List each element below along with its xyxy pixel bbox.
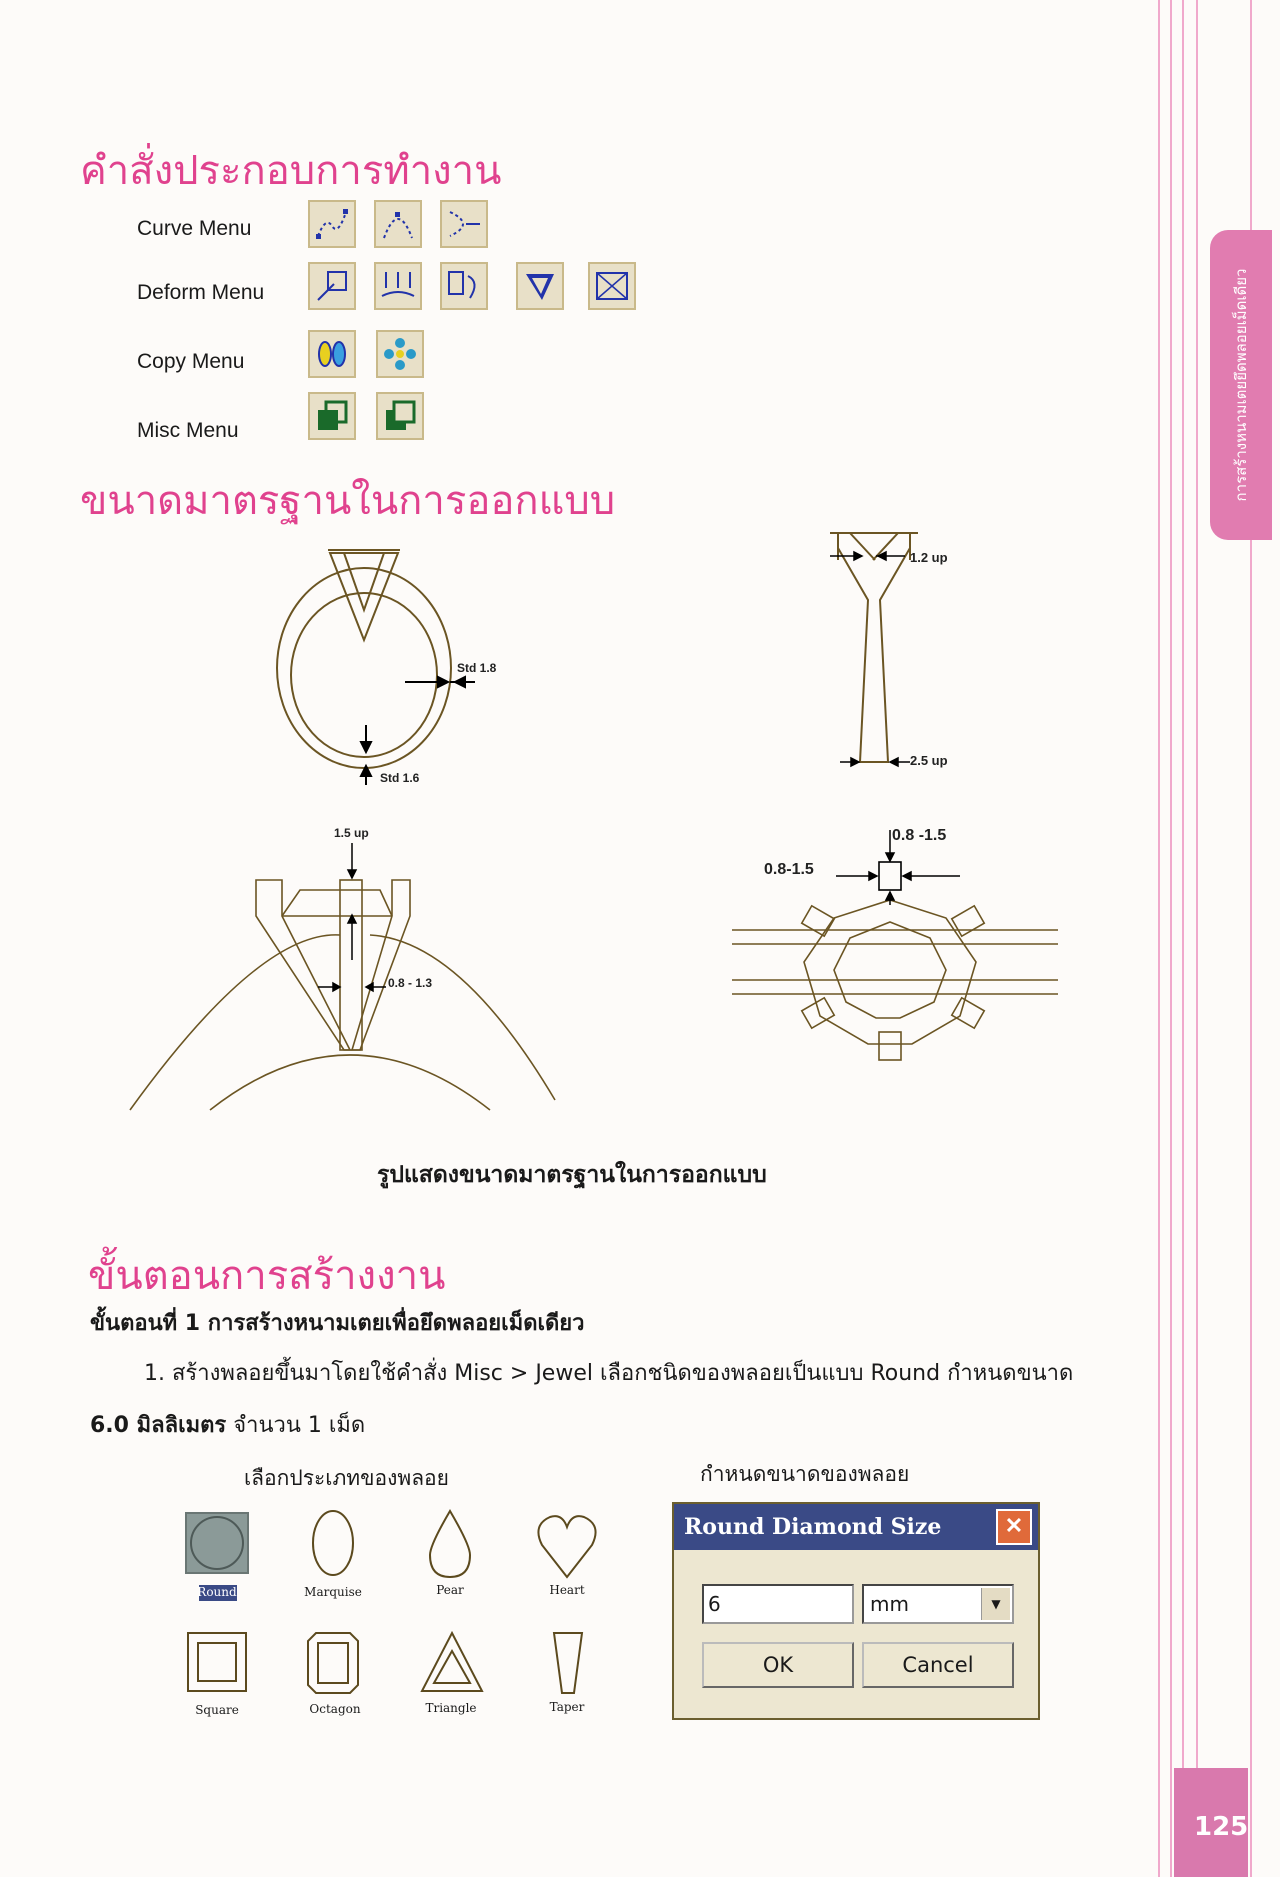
square-gem-icon bbox=[188, 1633, 246, 1691]
unit-value: mm bbox=[870, 1592, 909, 1616]
curve-mirror-icon[interactable] bbox=[440, 200, 488, 248]
dim-0-8-1-5-side: 0.8-1.5 bbox=[764, 861, 814, 878]
cancel-button[interactable]: Cancel bbox=[862, 1642, 1014, 1688]
curve-arc-icon[interactable] bbox=[374, 200, 422, 248]
chapter-tab bbox=[1210, 230, 1272, 540]
unit-select[interactable] bbox=[862, 1584, 1014, 1624]
prong-left bbox=[256, 880, 350, 1050]
margin-line bbox=[1196, 0, 1198, 1877]
prong-top bbox=[879, 862, 901, 890]
caption-select-type: เลือกประเภทของพลอย bbox=[244, 1466, 449, 1490]
dialog-title: Round Diamond Size bbox=[684, 1514, 942, 1540]
pear-gem-icon bbox=[430, 1511, 470, 1577]
shape-label-round: Round bbox=[197, 1585, 237, 1599]
margin-line bbox=[1170, 0, 1172, 1877]
step1-paragraph-cont bbox=[90, 1407, 365, 1442]
ring-arc bbox=[130, 935, 340, 1110]
caption-set-size: กำหนดขนาดของพลอย bbox=[700, 1462, 910, 1486]
ok-button[interactable]: OK bbox=[702, 1642, 854, 1688]
step1-paragraph: 1. สร้างพลอยขึ้นมาโดยใช้คำสั่ง Misc > Jewel เลือกชนิดของพลอยเป็นแบบ Round กำหนดขนาด bbox=[144, 1361, 1074, 1386]
dim-0-8-1-3: 0.8 - 1.3 bbox=[388, 976, 433, 990]
deform-box-icon[interactable] bbox=[588, 262, 636, 310]
taper-gem-icon bbox=[554, 1633, 582, 1693]
copy-rotate-icon[interactable] bbox=[376, 330, 424, 378]
center-prong bbox=[340, 880, 362, 1050]
band-arc bbox=[210, 1055, 490, 1110]
prong-right bbox=[352, 880, 410, 1050]
setting-inner bbox=[834, 922, 946, 1018]
heart-gem-icon bbox=[538, 1516, 595, 1577]
shape-label-octagon: Octagon bbox=[309, 1702, 361, 1716]
shape-label-heart: Heart bbox=[549, 1583, 585, 1597]
deform-menu-label: Deform Menu bbox=[137, 281, 265, 304]
dim-std-1-8: Std 1.8 bbox=[457, 661, 497, 675]
round-diamond-size-dialog bbox=[672, 1502, 1040, 1720]
marquise-gem-icon bbox=[313, 1511, 353, 1575]
section-title-procedure: ขั้นตอนการสร้างงาน bbox=[88, 1253, 446, 1299]
step1-title: ขั้นตอนที่ 1 การสร้างหนามเตยเพื่อยึดพลอยเม็ดเดียว bbox=[90, 1311, 585, 1336]
dim-1-5-up: 1.5 up bbox=[334, 826, 369, 840]
section-title-commands: คำสั่งประกอบการทำงาน bbox=[80, 148, 502, 194]
shape-label-triangle: Triangle bbox=[425, 1701, 477, 1715]
curve-menu-label: Curve Menu bbox=[137, 217, 252, 240]
dim-2-5-up: 2.5 up bbox=[910, 753, 948, 768]
size-input[interactable]: 6 bbox=[702, 1584, 854, 1624]
dim-0-8-1-5-top: 0.8 -1.5 bbox=[892, 827, 947, 844]
shape-label-taper: Taper bbox=[549, 1700, 585, 1714]
shape-label-marquise: Marquise bbox=[304, 1585, 362, 1599]
ring-outer bbox=[277, 568, 451, 768]
dim-1-2-up: 1.2 up bbox=[910, 550, 948, 565]
shape-label-pear: Pear bbox=[436, 1583, 464, 1597]
size-value: 6.0 มิลลิเมตร bbox=[90, 1413, 227, 1438]
chevron-down-icon[interactable]: ▼ bbox=[981, 1588, 1010, 1620]
shape-label-square: Square bbox=[195, 1703, 239, 1717]
ring-side-shank bbox=[838, 548, 910, 762]
curve-tool-icon[interactable] bbox=[308, 200, 356, 248]
design-dimension-drawings bbox=[0, 520, 1140, 1120]
deform-scale-icon[interactable] bbox=[308, 262, 356, 310]
quantity-text: จำนวน 1 เม็ด bbox=[233, 1413, 366, 1438]
copy-menu-label: Copy Menu bbox=[137, 350, 245, 373]
close-icon[interactable]: ✕ bbox=[996, 1509, 1032, 1545]
margin-line bbox=[1182, 0, 1184, 1877]
misc-ungroup-icon[interactable] bbox=[376, 392, 424, 440]
deform-rotate-icon[interactable] bbox=[440, 262, 488, 310]
ring-inner bbox=[291, 593, 437, 757]
figure-caption: รูปแสดงขนาดมาตรฐานในการออกแบบ bbox=[377, 1162, 767, 1188]
dim-std-1-6: Std 1.6 bbox=[380, 771, 420, 785]
misc-menu-label: Misc Menu bbox=[137, 419, 239, 442]
margin-line bbox=[1158, 0, 1160, 1877]
copy-mirror-icon[interactable] bbox=[308, 330, 356, 378]
deform-push-icon[interactable] bbox=[374, 262, 422, 310]
deform-taper-icon[interactable] bbox=[516, 262, 564, 310]
misc-group-icon[interactable] bbox=[308, 392, 356, 440]
section-title-standard-sizes: ขนาดมาตรฐานในการออกแบบ bbox=[80, 478, 616, 524]
page-number: 125 bbox=[1194, 1812, 1249, 1842]
chapter-tab-label: การสร้างหนามเตยยึดพลอยเม็ดเดียว bbox=[1232, 268, 1250, 502]
dialog-title-bar bbox=[674, 1504, 1038, 1550]
